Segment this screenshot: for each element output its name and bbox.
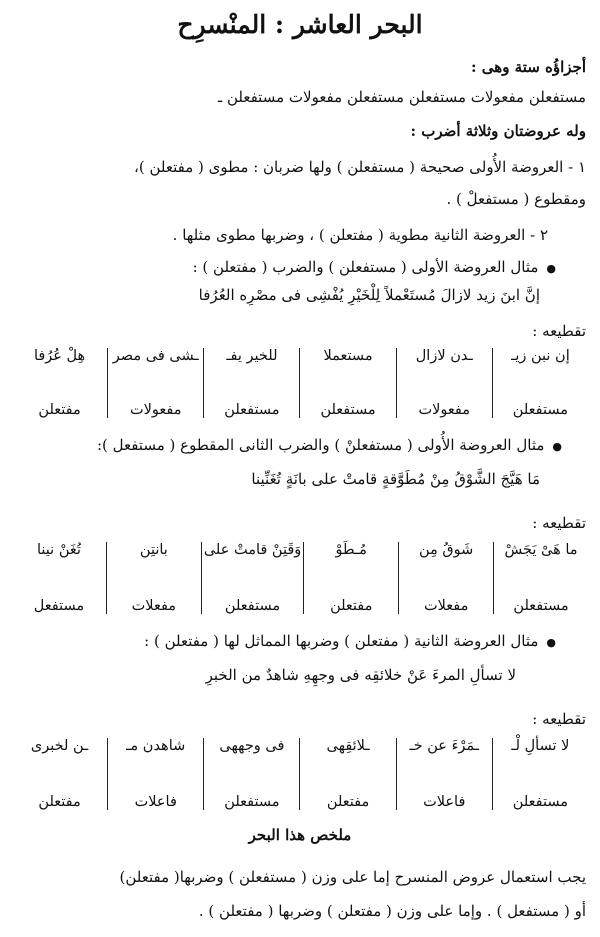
example-1-verse: إنَّ ابنَ زيد لازالَ مُستَعْملاً لِلْخَيْرِ يُفْشِى فى مصْرِه العُرُفا xyxy=(198,286,540,304)
scan-foot: مستفعلن xyxy=(512,402,569,418)
scan-segment: إن نبن زيـ xyxy=(511,348,570,364)
scan-segment: فى وجههى xyxy=(219,738,285,754)
scan-segment: تُغَنْ نينا xyxy=(37,542,81,558)
example-3-scan-label: تقطيعه : xyxy=(532,710,586,728)
scan-cell xyxy=(204,738,300,810)
scan-foot: فاعلات xyxy=(134,794,177,810)
item-1-line-2: ومقطوع ( مستفعلْ ) . xyxy=(446,190,586,208)
scan-foot: مستفعلن xyxy=(224,598,281,614)
scan-segment: مُـطَوْ xyxy=(335,542,367,558)
scan-foot: مفعولات xyxy=(418,402,470,418)
scan-cell xyxy=(12,542,107,614)
example-1-heading: ● مثال العروضة الأولى ( مستفعلن ) والضرب ( مفتعلن ) : xyxy=(193,258,556,276)
scan-segment: مستعملا xyxy=(323,348,373,364)
example-2-verse: مَا هَيَّجَ الشَّوْقُ مِنْ مُطَوَّقةٍ قامتْ على بانَةٍ تُغَنِّينا xyxy=(251,470,540,488)
scan-segment: ما هَىْ يَجَشْ xyxy=(504,542,578,558)
scan-foot: فاعلات xyxy=(423,794,466,810)
scan-foot: مستفعلن xyxy=(513,598,569,614)
example-3-verse: لا تسألِ المرءَ عَنْ خلائقِه فى وجهِهِ شاهدٌ من الخبرِ xyxy=(205,666,516,684)
parts-label: أجزاؤُه ستة وهى : xyxy=(471,58,586,76)
scan-cell xyxy=(494,542,588,614)
scan-segment: لا تسألِ لْـ xyxy=(511,738,570,754)
scan-segment: ـدن لازال xyxy=(415,348,473,364)
item-1-line-1: ١ - العروضة الأُولى صحيحة ( مستفعلن ) ولها ضربان : مطوى ( مفتعلن )، xyxy=(134,158,586,176)
scan-segment: ـلائقِهى xyxy=(326,738,370,754)
example-2-scansion xyxy=(12,542,588,614)
scan-cell xyxy=(397,738,493,810)
example-1-scansion xyxy=(12,348,588,418)
scan-foot: مفعلات xyxy=(131,598,177,614)
scan-cell xyxy=(202,542,304,614)
summary-line-1: يجب استعمال عروض المنسرح إما على وزن ( مستفعلن ) وضربها( مفتعلن) xyxy=(119,868,586,886)
item-2: ٢ - العروضة الثانية مطوية ( مفتعلن ) ، وضربها مطوى مثلها . xyxy=(172,226,548,244)
scan-foot: مستفعلن xyxy=(512,794,569,810)
scan-segment: وَقَتِنْ قامتْ على xyxy=(203,542,302,558)
scan-segment: هِلْ عُرُفا xyxy=(33,348,86,364)
scan-cell xyxy=(493,738,588,810)
scan-cell xyxy=(399,542,494,614)
scan-foot: مستفعلن xyxy=(224,794,280,810)
scan-foot: مفتعلن xyxy=(38,794,81,810)
scan-foot: مفتعلن xyxy=(326,794,370,810)
scan-cell xyxy=(108,348,204,418)
scan-cell xyxy=(12,738,108,810)
variants-label: وله عروضتان وثلاثة أضرب : xyxy=(410,122,586,140)
summary-line-2: أو ( مستفعل ) . وإما على وزن ( مفتعلن ) وضربها ( مفتعلن ) . xyxy=(198,902,586,920)
example-3-heading: ● مثال العروضة الثانية ( مفتعلن ) وضربها المماثل لها ( مفتعلن ) : xyxy=(144,632,556,650)
scan-foot: مفتعلن xyxy=(330,598,373,614)
scan-cell xyxy=(493,348,588,418)
scan-segment: للخير يفـ xyxy=(226,348,278,364)
example-3-scansion xyxy=(12,738,588,810)
scan-foot: مستفعل xyxy=(33,598,85,614)
scan-cell xyxy=(397,348,493,418)
scan-segment: شَوقُ مِن xyxy=(418,542,474,558)
scan-foot: مستفعلن xyxy=(224,402,280,418)
scan-cell xyxy=(12,348,108,418)
summary-title: ملخص هذا البحر xyxy=(248,826,352,844)
example-2-scan-label: تقطيعه : xyxy=(532,514,586,532)
scan-cell xyxy=(107,542,202,614)
scan-segment: شاهدن مـ xyxy=(126,738,186,754)
chapter-title: البحر العاشر : المنْسرِح xyxy=(177,10,423,39)
scan-cell xyxy=(300,348,396,418)
scan-cell xyxy=(204,348,300,418)
scan-foot: مفعولات xyxy=(129,402,182,418)
scan-cell xyxy=(108,738,204,810)
example-2-heading: ● مثال العروضة الأُولى ( مستفعلنْ ) والضرب الثانى المقطوع ( مستفعل ): xyxy=(97,436,562,454)
parts-line: مستفعلن مفعولات مستفعلن مستفعلن مفعولات مستفعلن ـ xyxy=(217,88,586,106)
scan-segment: بانتِن xyxy=(139,542,168,558)
scan-foot: مفعلات xyxy=(423,598,469,614)
scan-foot: مستفعلن xyxy=(320,402,376,418)
scan-cell xyxy=(300,738,396,810)
scan-cell xyxy=(304,542,399,614)
scan-foot: مفتعلن xyxy=(38,402,81,418)
example-1-scan-label: تقطيعه : xyxy=(532,322,586,340)
scan-segment: ـمَرْءَ عن خـ xyxy=(409,738,480,754)
scan-segment: ـن لخبرى xyxy=(30,738,89,754)
scan-segment: ـشى فى مصر xyxy=(112,348,199,364)
